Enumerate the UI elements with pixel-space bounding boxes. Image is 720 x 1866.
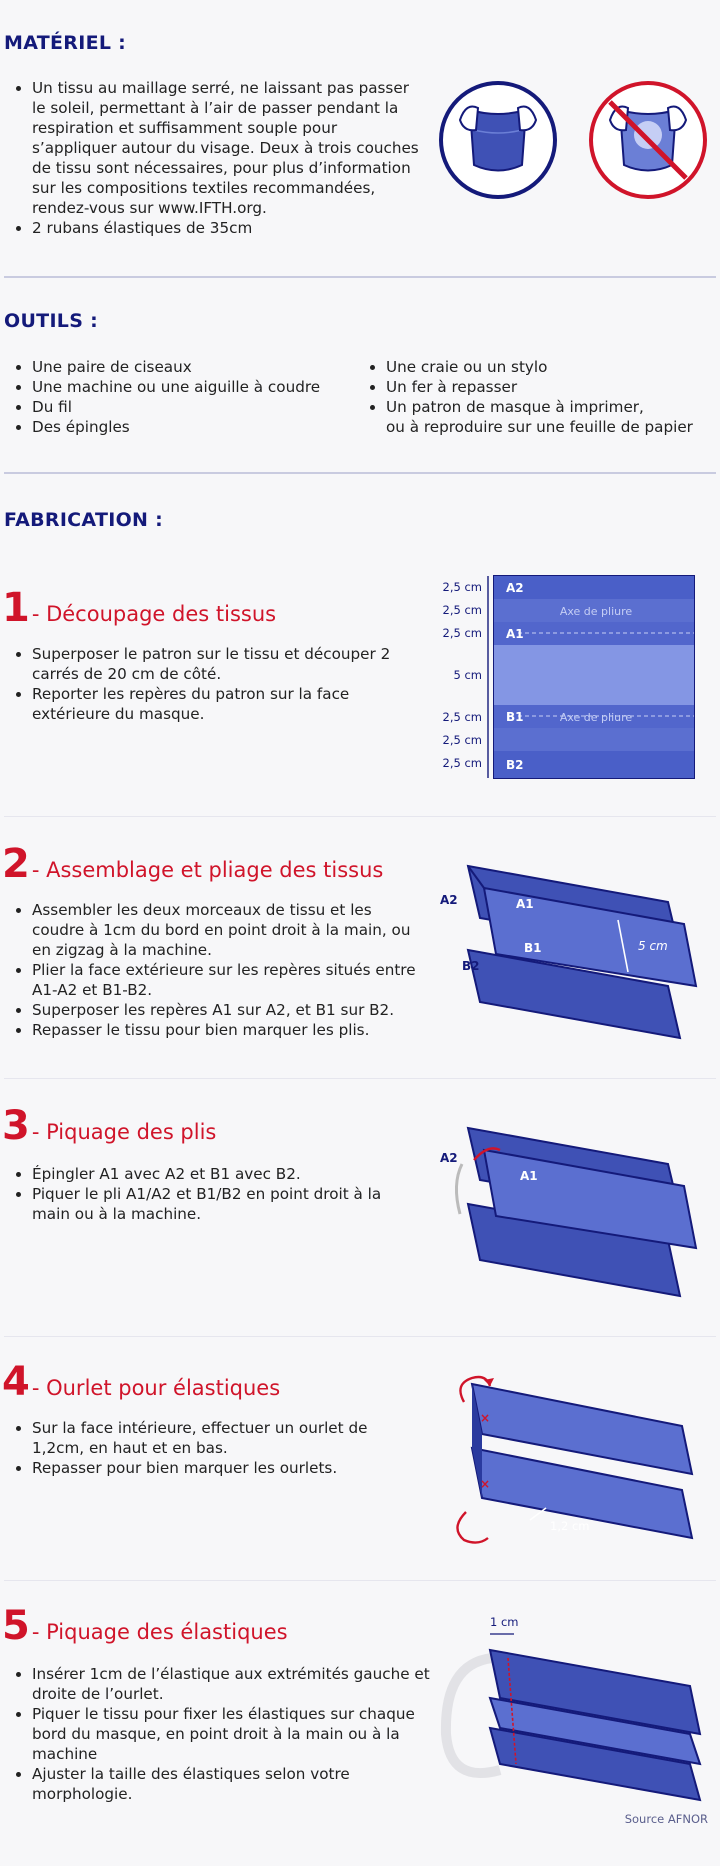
marker-label: A1 [506, 627, 524, 641]
step-number: 1 [2, 585, 30, 631]
mask-forbidden-illustration [588, 80, 708, 200]
dim-label: 2,5 cm [442, 756, 482, 770]
hem-diagram [446, 1362, 706, 1546]
materiel-item: • 2 rubans élastiques de 35cm [32, 218, 422, 238]
marker-label: B1 [524, 941, 542, 955]
divider [4, 1580, 716, 1581]
dim-label: 5 cm [638, 939, 668, 953]
step-item: • Piquer le pli A1/A2 et B1/B2 en point droit à la main ou à la machine. [32, 1184, 422, 1224]
step-3-list [4, 1164, 422, 1224]
step-heading: - Assemblage et pliage des tissus [31, 858, 384, 882]
step-item: • Piquer le tissu pour fixer les élastiques sur chaque bord du masque, en point droit à la main ou à la machine [32, 1704, 452, 1764]
step-1-list [4, 644, 422, 724]
source-credit: Source AFNOR [624, 1812, 708, 1826]
outils-item: • Du fil [32, 397, 362, 417]
divider [4, 472, 716, 474]
step-number: 5 [2, 1603, 30, 1649]
step-item: • Repasser pour bien marquer les ourlets. [32, 1458, 422, 1478]
dim-label: 2,5 cm [442, 626, 482, 640]
step-4-list [4, 1418, 422, 1478]
step-heading: - Ourlet pour élastiques [31, 1376, 281, 1400]
dim-label: 1,2 cm [550, 1519, 590, 1533]
marker-label: B2 [462, 959, 480, 973]
outils-item: • Une machine ou une aiguille à coudre [32, 377, 362, 397]
dim-label: 2,5 cm [442, 733, 482, 747]
step-item: • Reporter les repères du patron sur la face extérieure du masque. [32, 684, 422, 724]
mask-allowed-illustration [438, 80, 558, 200]
step-2-list [4, 900, 422, 1040]
fold-axis-label: Axe de pliure [559, 605, 633, 618]
marker-label: B2 [506, 758, 524, 772]
step-5-title [2, 1603, 288, 1649]
fabrication-title: FABRICATION : [4, 509, 164, 531]
outils-list-left [4, 357, 362, 437]
outils-item: ou à reproduire sur une feuille de papier [386, 418, 693, 436]
dim-label: 2,5 cm [442, 710, 482, 724]
marker-label: A1 [520, 1169, 538, 1183]
step-3-title [2, 1103, 217, 1149]
dim-label: 1 cm [490, 1615, 519, 1629]
outils-item: • Une craie ou un stylo [386, 357, 720, 377]
step-1-title [2, 585, 277, 631]
dim-label: 2,5 cm [442, 603, 482, 617]
step-item: • Assembler les deux morceaux de tissu et les coudre à 1cm du bord en point droit à la main, ou en zigzag à la machine. [32, 900, 422, 960]
outils-item: • Des épingles [32, 417, 362, 437]
fold-axis-label: Axe de pliure [559, 711, 633, 724]
dim-label: 2,5 cm [442, 580, 482, 594]
elastic-diagram [434, 1614, 714, 1804]
materiel-title: MATÉRIEL : [4, 32, 127, 54]
step-number: 3 [2, 1103, 30, 1149]
divider [4, 1078, 716, 1079]
divider [4, 1336, 716, 1337]
marker-label: A2 [440, 893, 458, 907]
marker-label: B1 [506, 710, 524, 724]
step-4-title [2, 1359, 281, 1405]
pin-fold-diagram [440, 1124, 708, 1304]
marker-label: A1 [516, 897, 534, 911]
materiel-item: • Un tissu au maillage serré, ne laissant pas passer le soleil, permettant à l’air de passer pendant la respiration et suffisamment souple pour s’appliquer autour du visage. Deux à trois couches de tissu sont nécessaires, pour plus d’information sur les compositions textiles recommandées, rendez-vous sur www.IFTH.org. [32, 78, 422, 218]
step-item: • Superposer les repères A1 sur A2, et B1 sur B2. [32, 1000, 422, 1020]
outils-title: OUTILS : [4, 310, 99, 332]
step-2-title [2, 841, 384, 887]
outils-item: • Une paire de ciseaux [32, 357, 362, 377]
outils-item: • Un patron de masque à imprimer, [386, 397, 720, 417]
step-item: • Ajuster la taille des élastiques selon votre morphologie. [32, 1764, 452, 1804]
step-heading: - Découpage des tissus [31, 602, 277, 626]
marker-label: A2 [440, 1151, 458, 1165]
step-heading: - Piquage des élastiques [31, 1620, 288, 1644]
step-item: • Superposer le patron sur le tissu et découper 2 carrés de 20 cm de côté. [32, 644, 422, 684]
divider [4, 276, 716, 278]
step-heading: - Piquage des plis [31, 1120, 217, 1144]
fold-diagram [440, 862, 708, 1042]
step-5-list [4, 1664, 452, 1804]
dim-label: 5 cm [453, 668, 482, 682]
step-item: • Plier la face extérieure sur les repères situés entre A1-A2 et B1-B2. [32, 960, 422, 1000]
marker-label: A2 [506, 581, 524, 595]
step-number: 2 [2, 841, 30, 887]
step-item: • Insérer 1cm de l’élastique aux extrémités gauche et droite de l’ourlet. [32, 1664, 452, 1704]
step-item: • Épingler A1 avec A2 et B1 avec B2. [32, 1164, 422, 1184]
svg-text:×: × [480, 1411, 491, 1425]
step-item: • Sur la face intérieure, effectuer un ourlet de 1,2cm, en haut et en bas. [32, 1418, 422, 1458]
step-item: • Repasser le tissu pour bien marquer les plis. [32, 1020, 422, 1040]
divider [4, 816, 716, 817]
pattern-diagram [438, 572, 698, 784]
materiel-list [4, 78, 422, 238]
outils-list-right [358, 357, 720, 437]
step-number: 4 [2, 1359, 30, 1405]
svg-text:×: × [480, 1477, 491, 1491]
outils-item: • Un fer à repasser [386, 377, 720, 397]
